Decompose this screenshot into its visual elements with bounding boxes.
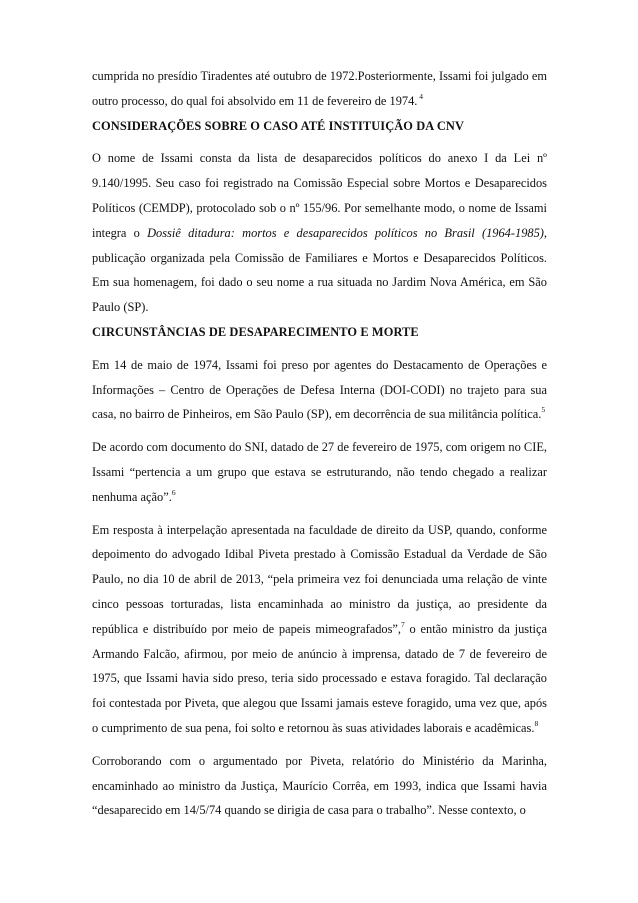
document-page — [92, 64, 547, 823]
paragraph-text: O nome de Issami consta da lista de desaparecidos políticos do anexo I da Lei nº 9.140/1995. Seu caso foi registrado na Comissão Especial sobre Mortos e Desaparecidos Políticos (CEMDP), protocolado sob o nº 155/96. Por semelhante modo, o nome de Issami integra o — [92, 151, 547, 240]
paragraph-interpellation — [92, 518, 547, 741]
paragraph-text: o então ministro da justiça Armando Falcão, afirmou, por meio de anúncio à imprensa, datado de 7 de fevereiro de 1975, que Issami havia sido preso, teria sido processado e estava foragido. Tal declaração foi contestada por Piveta, que alegou que Issami jamais esteve foragido, uma vez que, após o cumprimento de sua pena, foi solto e retornou às suas atividades laborais e acadêmicas. — [92, 621, 547, 735]
footnote-ref[interactable]: 8 — [534, 718, 539, 728]
section-heading: CIRCUNSTÂNCIAS DE DESAPARECIMENTO E MORTE — [92, 324, 419, 339]
dossie-title: Dossiê ditadura: mortos e desaparecidos políticos no Brasil (1964-1985), — [147, 225, 548, 240]
footnote-ref[interactable]: 6 — [171, 487, 176, 497]
section-heading: CONSIDERAÇÕES SOBRE O CASO ATÉ INSTITUIÇÃO DA CNV — [92, 118, 464, 133]
paragraph-registration — [92, 146, 547, 320]
paragraph-arrest — [92, 353, 547, 427]
paragraph-text: cumprida no presídio Tiradentes até outubro de 1972.Posteriormente, Issami foi julgado em outro processo, do qual foi absolvido em 11 de fevereiro de 1974. — [92, 69, 547, 108]
paragraph-continuation — [92, 64, 547, 114]
paragraph-text: publicação organizada pela Comissão de Familiares e Mortos e Desaparecidos Políticos. Em sua homenagem, foi dado o seu nome a rua situada no Jardim Nova América, em São Paulo (SP). — [92, 250, 547, 315]
footnote-ref[interactable]: 4 — [417, 91, 424, 101]
paragraph-sni-document — [92, 435, 547, 509]
paragraph-text: De acordo com documento do SNI, datado de 27 de fevereiro de 1975, com origem no CIE, Issami “pertencia a um grupo que estava se estruturando, não tendo chegado a realizar nenhuma ação”. — [92, 440, 547, 504]
footnote-ref[interactable]: 7 — [401, 619, 405, 629]
footnote-ref[interactable]: 5 — [541, 405, 546, 415]
paragraph-text: Em 14 de maio de 1974, Issami foi preso por agentes do Destacamento de Operações e Informações – Centro de Operações de Defesa Interna (DOI-CODI) no trajeto para sua casa, no bairro de Pinheiros, em São Paulo (SP), em decorrência de sua militância política. — [92, 357, 547, 422]
paragraph-text: Corroborando com o argumentado por Piveta, relatório do Ministério da Marinha, encaminhado ao ministro da Justiça, Maurício Corrêa, em 1993, indica que Issami havia “desaparecido em 14/5/74 quando se dirigia de casa para o trabalho”. Nesse contexto, o — [92, 753, 547, 818]
paragraph-navy-report — [92, 749, 547, 823]
paragraph-text: Em resposta à interpelação apresentada na faculdade de direito da USP, quando, conforme depoimento do advogado Idibal Piveta prestado à Comissão Estadual da Verdade de São Paulo, no dia 10 de abril de 2013, “pela primeira vez foi denunciada uma relação de vinte cinco pessoas torturadas, lista encaminhada ao ministro da justiça, ao presidente da república e distribuído por meio de papeis mimeografados”, — [92, 522, 547, 636]
